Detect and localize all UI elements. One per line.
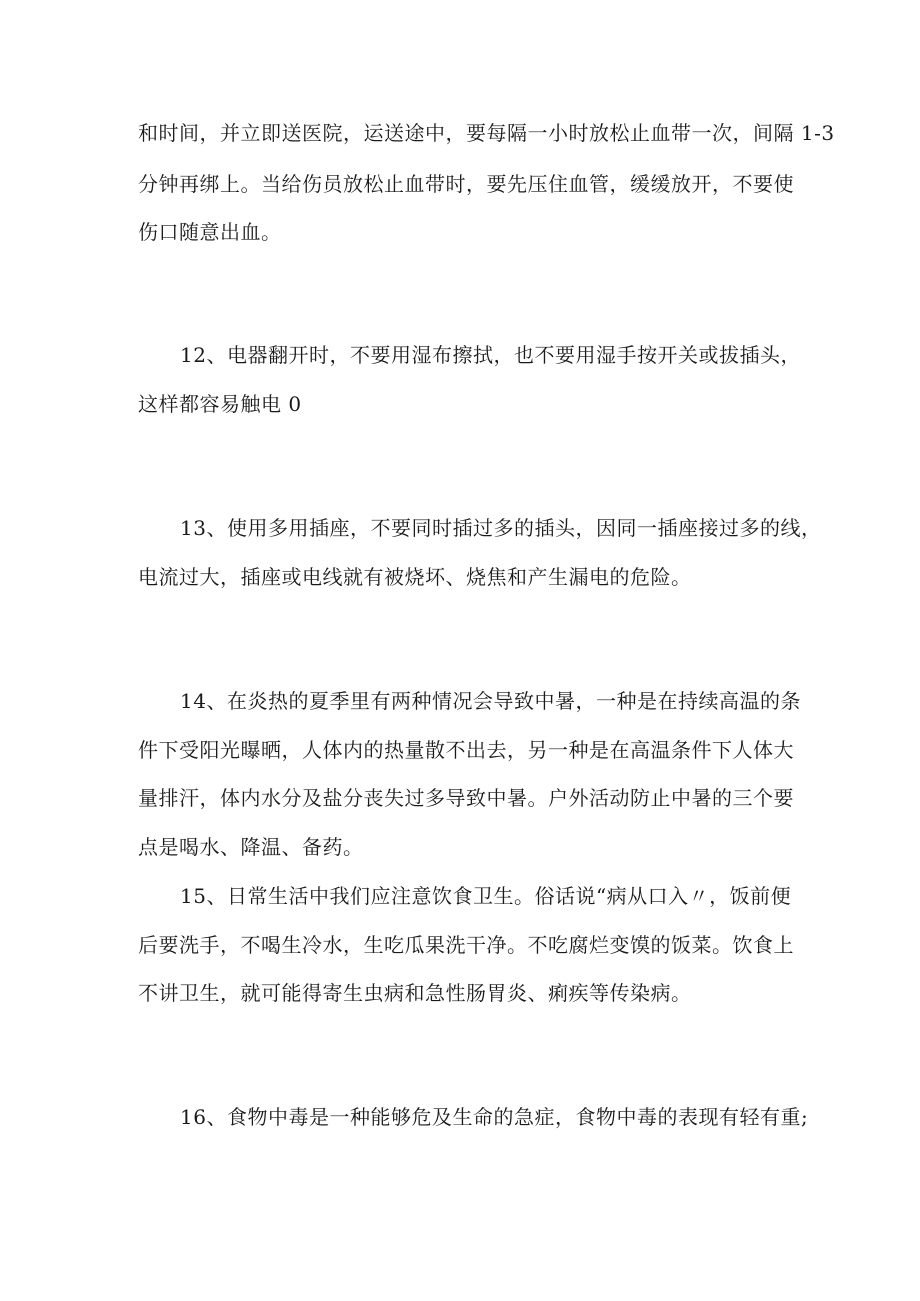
paragraph-15-line-3: 不讲卫生，就可能得寄生虫病和急性肠胃炎、痢疾等传染病。	[138, 981, 692, 1005]
paragraph-14-line-1: 14、在炎热的夏季里有两种情况会导致中暑，一种是在持续高温的条	[180, 689, 801, 713]
paragraph-13-line-2: 电流过大，插座或电线就有被烧坏、烧焦和产生漏电的危险。	[138, 565, 692, 589]
paragraph-1-line-3: 伤口随意出血。	[138, 220, 282, 244]
paragraph-13-line-1: 13、使用多用插座，不要同时插过多的插头，因同一插座接过多的线，	[180, 516, 822, 540]
paragraph-12-line-1: 12、电器翻开时，不要用湿布擦拭，也不要用湿手按开关或拔插头，	[180, 343, 801, 367]
paragraph-14-line-3: 量排汗，体内水分及盐分丧失过多导致中暑。户外活动防止中暑的三个要	[138, 786, 794, 810]
paragraph-12-line-2: 这样都容易触电 0	[138, 392, 302, 416]
paragraph-16-line-1: 16、食物中毒是一种能够危及生命的急症，食物中毒的表现有轻有重;	[180, 1105, 809, 1129]
paragraph-15-line-2: 后要洗手，不喝生冷水，生吃瓜果洗干净。不吃腐烂变馍的饭菜。饮食上	[138, 933, 794, 957]
paragraph-14-line-4: 点是喝水、降温、备药。	[138, 835, 364, 859]
paragraph-1-line-1: 和时间，并立即送医院，运送途中，要每隔一小时放松止血带一次，间隔 1-3	[138, 121, 835, 145]
paragraph-15-line-1: 15、日常生活中我们应注意饮食卫生。俗话说“病从口入〃，饭前便	[180, 884, 792, 908]
paragraph-14-line-2: 件下受阳光曝晒，人体内的热量散不出去，另一种是在高温条件下人体大	[138, 738, 794, 762]
paragraph-1-line-2: 分钟再绑上。当给伤员放松止血带时，要先压住血管，缓缓放开，不要使	[138, 172, 794, 196]
